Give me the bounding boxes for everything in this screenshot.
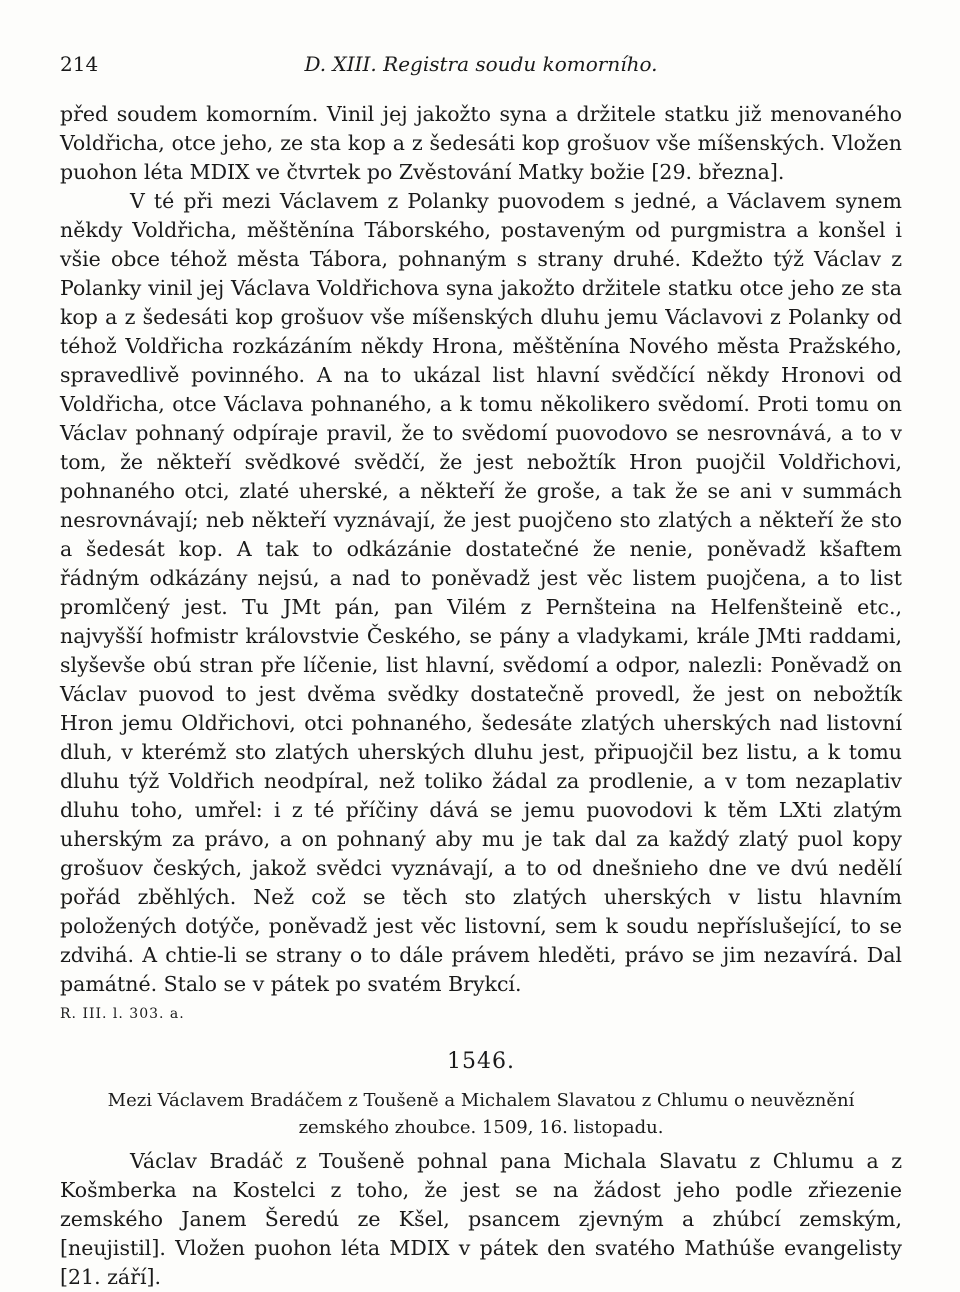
page-number: 214 [60,52,99,76]
page-header [60,52,902,82]
paragraph-judgment: V té při mezi Václavem z Polanky puovodem s jedné, a Václavem synem někdy Voldřicha, měštěnína Táborského, postaveným od purgmistra a konšel i všie obce téhož města Tábora, pohnaným s strany druhé. Kdežto týž Václav z Polanky vinil jej Václava Voldřichova syna jakožto držitele statku otce jeho ze sta kop a z šedesáti kop grošuov vše míšenských dluhu jemu Václavovi z Polanky od téhož Voldřicha rozkázáním někdy Hrona, měštěnína Nového města Pražského, spravedlivě povinného. A na to ukázal list hlavní svědčící někdy Hronovi od Voldřicha, otce Václava pohnaného, a k tomu několikero svědomí. Proti tomu on Václav pohnaný odpíraje pravil, že to svědomí puovodovo se nesrovnává, a to v tom, že někteří svědkové svědčí, že jest nebožtík Hron puojčil Voldřichovi, pohnaného otci, zlaté uherské, a někteří že groše, a tak že se ani v summách nesrovnávají; neb někteří vyznávají, že jest puojčeno sto zlatých a někteří že sto a šedesát kop. A tak to odkázánie dostatečné že nenie, poněvadž kšaftem řádným odkázány nejsú, a nad to poněvadž jest věc listem puojčena, a to list promlčený jest. Tu JMt pán, pan Vilém z Pernšteina na Helfenšteině etc., najvyšší hofmistr královstvie Českého, se pány a vladykami, krále JMti raddami, slyševše obú stran pře líčenie, list hlavní, svědomí a odpor, nalezli: Poněvadž on Václav puovod to jest dvěma svědky dostatečně provedl, že jest on nebožtík Hron jemu Oldřichovi, otci pohnaného, šedesáte zlatých uherských nad listovní dluh, v kterémž sto zlatých uherských dluhu jest, připuojčil bez listu, a k tomu dluhu týž Voldřich neodpíral, než toliko žádal za prodlenie, a v tom nezaplativ dluhu toho, umřel: i z té příčiny dává se jemu puovodovi k těm LXti zlatým uherským za právo, a on pohnaný aby mu je tak dal za každý zlatý puol kopy grošuov českých, jakož svědci vyznávají, a to od dnešnieho dne ve dvú nedělí pořád zběhlých. Než což se těch sto zlatých uherských v listu hlavním položených dotýče, poněvadž jest věc listovní, sem k soudu nepříslušející, to se zdvihá. A chtie-li se strany o to dále právem hleděti, právo se jim nezavírá. Dal památné. Stalo se v pátek po svatém Brykcí. [60,189,902,996]
archive-reference: R. III. l. 303. a. [60,1006,185,1022]
running-title: D. XIII. Registra soudu komorního. [304,52,658,76]
paragraph-continued: před soudem komorním. Vinil jej jakožto syna a držitele statku již menovaného Voldřicha, otce jeho, ze sta kop a z šedesáti kop grošuov vše míšenských. Vložen puohon léta MDIX ve čtvrtek po Zvěstování Matky božie [29. března]. [60,102,902,184]
document-number: 1546. [447,1049,515,1074]
document-text: Václav Bradáč z Toušeně pohnal pana Michala Slavatu z Chlumu a z Košmberka na Kostelci z toho, že jest se na žádost jeho podle zřiezenie zemského Janem Šeredú ze Kšel, psancem zjevným a zhúbcí zemským, [neujistil]. Vložen puohon léta MDIX v pátek den svatého Mathúše evangelisty [21. září]. [60,1149,902,1289]
document-summary: Mezi Václavem Bradáčem z Toušeně a Michalem Slavatou z Chlumu o neuvěznění zemského zhoubce. 1509, 16. listopadu. [107,1090,855,1138]
page-body [60,100,902,1292]
